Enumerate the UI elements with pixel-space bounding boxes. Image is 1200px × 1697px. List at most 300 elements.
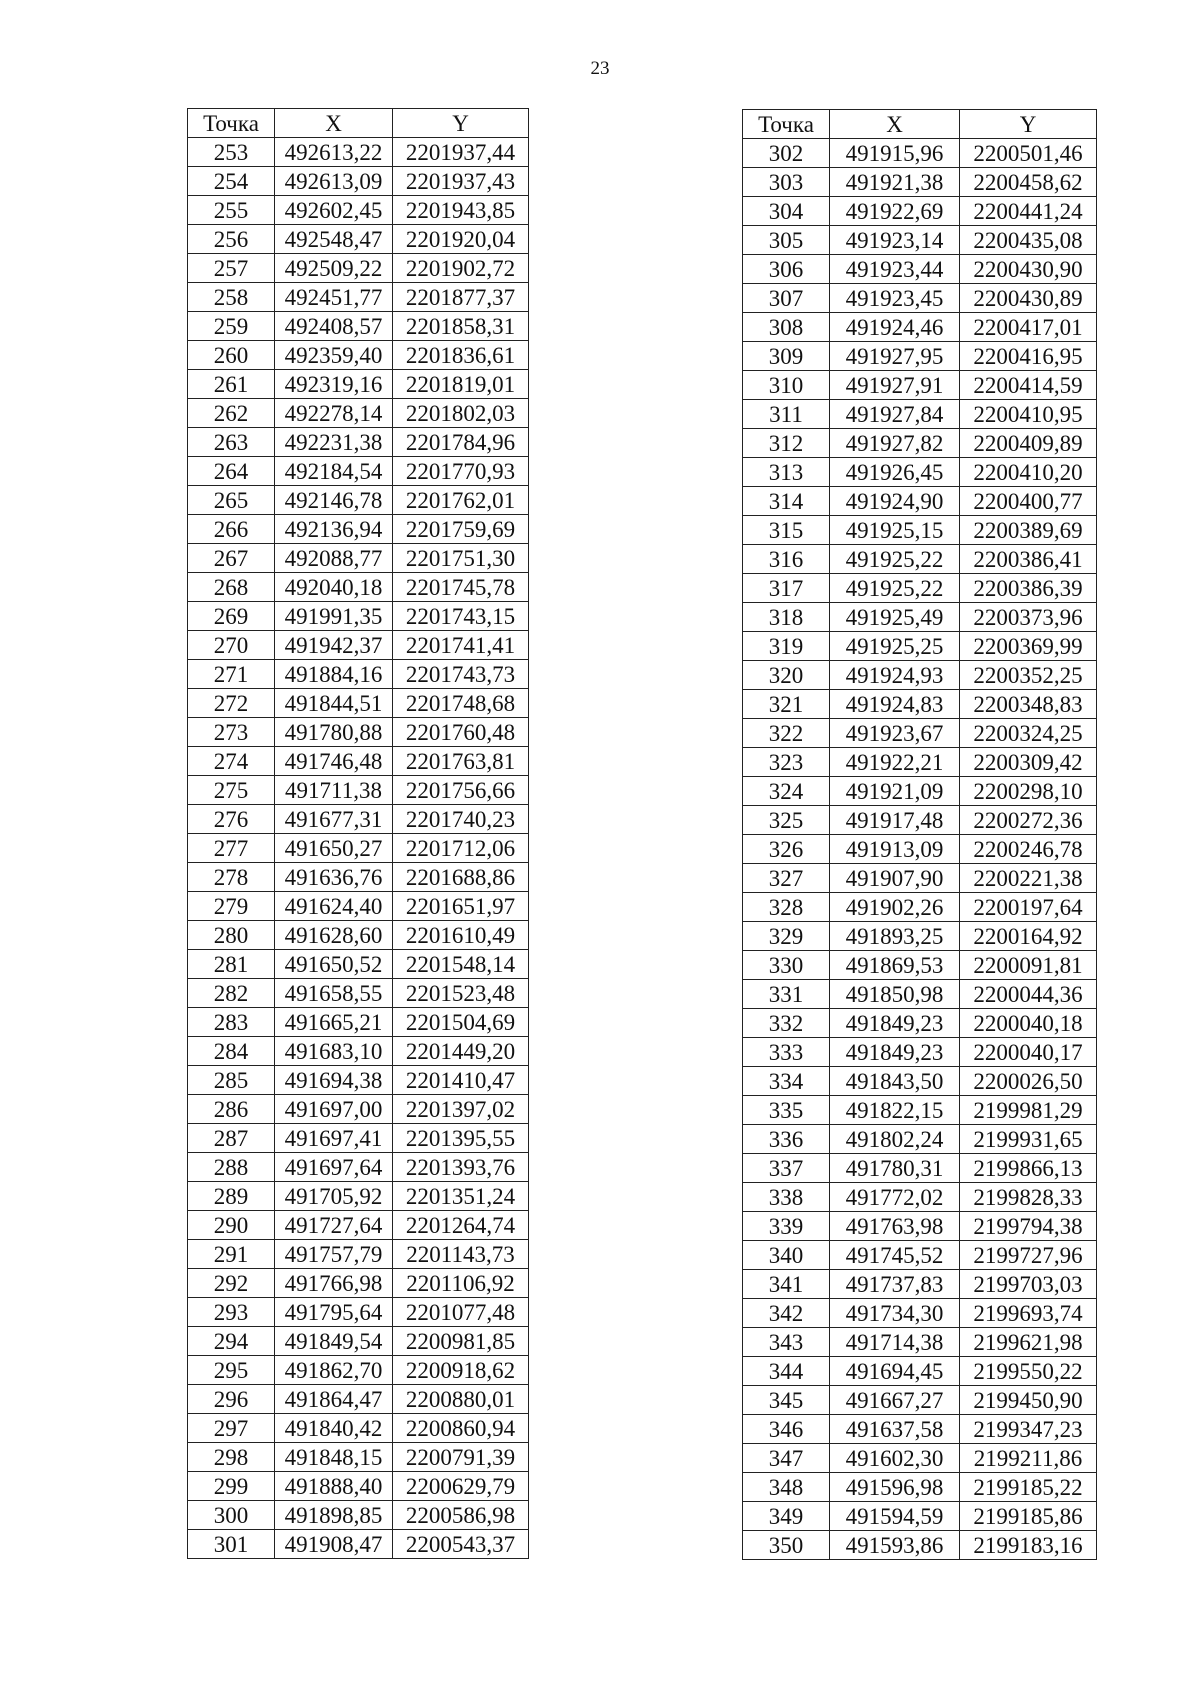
cell-point: 293 bbox=[188, 1298, 275, 1327]
table-row bbox=[188, 1327, 529, 1356]
cell-y: 2200309,42 bbox=[960, 748, 1097, 777]
table-row bbox=[188, 283, 529, 312]
cell-point: 328 bbox=[743, 893, 830, 922]
header-point: Точка bbox=[188, 109, 275, 138]
cell-point: 341 bbox=[743, 1270, 830, 1299]
cell-x: 491923,67 bbox=[830, 719, 960, 748]
cell-y: 2200373,96 bbox=[960, 603, 1097, 632]
cell-point: 313 bbox=[743, 458, 830, 487]
cell-x: 492040,18 bbox=[275, 573, 393, 602]
cell-x: 491683,10 bbox=[275, 1037, 393, 1066]
cell-point: 262 bbox=[188, 399, 275, 428]
cell-x: 491921,38 bbox=[830, 168, 960, 197]
table-row bbox=[743, 226, 1097, 255]
cell-point: 303 bbox=[743, 168, 830, 197]
cell-y: 2200298,10 bbox=[960, 777, 1097, 806]
cell-y: 2200272,36 bbox=[960, 806, 1097, 835]
table-row bbox=[743, 980, 1097, 1009]
cell-y: 2199703,03 bbox=[960, 1270, 1097, 1299]
cell-y: 2201395,55 bbox=[393, 1124, 529, 1153]
cell-point: 314 bbox=[743, 487, 830, 516]
table-row bbox=[743, 1531, 1097, 1560]
cell-y: 2201937,44 bbox=[393, 138, 529, 167]
cell-y: 2200026,50 bbox=[960, 1067, 1097, 1096]
cell-y: 2200040,18 bbox=[960, 1009, 1097, 1038]
table-row bbox=[743, 1183, 1097, 1212]
table-row bbox=[188, 1095, 529, 1124]
cell-x: 491915,96 bbox=[830, 139, 960, 168]
table-row bbox=[188, 1124, 529, 1153]
cell-point: 263 bbox=[188, 428, 275, 457]
table-row bbox=[188, 1530, 529, 1559]
table-row bbox=[743, 1270, 1097, 1299]
cell-x: 491925,22 bbox=[830, 545, 960, 574]
cell-point: 332 bbox=[743, 1009, 830, 1038]
cell-y: 2201756,66 bbox=[393, 776, 529, 805]
cell-x: 491745,52 bbox=[830, 1241, 960, 1270]
cell-x: 491991,35 bbox=[275, 602, 393, 631]
cell-x: 491746,48 bbox=[275, 747, 393, 776]
cell-x: 491705,92 bbox=[275, 1182, 393, 1211]
table-row bbox=[188, 1211, 529, 1240]
table-row bbox=[743, 342, 1097, 371]
table-row bbox=[188, 457, 529, 486]
cell-y: 2199347,23 bbox=[960, 1415, 1097, 1444]
cell-y: 2201610,49 bbox=[393, 921, 529, 950]
cell-y: 2201759,69 bbox=[393, 515, 529, 544]
cell-y: 2200164,92 bbox=[960, 922, 1097, 951]
cell-x: 491893,25 bbox=[830, 922, 960, 951]
cell-point: 315 bbox=[743, 516, 830, 545]
table-row bbox=[743, 1328, 1097, 1357]
cell-point: 297 bbox=[188, 1414, 275, 1443]
cell-y: 2201741,41 bbox=[393, 631, 529, 660]
table-row bbox=[188, 950, 529, 979]
cell-x: 491927,95 bbox=[830, 342, 960, 371]
table-row bbox=[188, 1182, 529, 1211]
cell-x: 491677,31 bbox=[275, 805, 393, 834]
table-row bbox=[188, 225, 529, 254]
page-number: 23 bbox=[590, 58, 610, 79]
cell-x: 491924,83 bbox=[830, 690, 960, 719]
cell-point: 274 bbox=[188, 747, 275, 776]
cell-y: 2201770,93 bbox=[393, 457, 529, 486]
cell-point: 300 bbox=[188, 1501, 275, 1530]
cell-x: 491766,98 bbox=[275, 1269, 393, 1298]
cell-x: 491927,82 bbox=[830, 429, 960, 458]
cell-point: 283 bbox=[188, 1008, 275, 1037]
cell-x: 491843,50 bbox=[830, 1067, 960, 1096]
cell-point: 281 bbox=[188, 950, 275, 979]
cell-point: 292 bbox=[188, 1269, 275, 1298]
table-row bbox=[188, 1037, 529, 1066]
cell-x: 491864,47 bbox=[275, 1385, 393, 1414]
coordinates-table-right bbox=[742, 109, 1097, 1560]
cell-y: 2201819,01 bbox=[393, 370, 529, 399]
cell-point: 335 bbox=[743, 1096, 830, 1125]
cell-x: 491850,98 bbox=[830, 980, 960, 1009]
cell-y: 2200221,38 bbox=[960, 864, 1097, 893]
cell-y: 2201077,48 bbox=[393, 1298, 529, 1327]
table-row bbox=[188, 544, 529, 573]
table-row bbox=[188, 1269, 529, 1298]
cell-point: 322 bbox=[743, 719, 830, 748]
cell-point: 330 bbox=[743, 951, 830, 980]
cell-y: 2201410,47 bbox=[393, 1066, 529, 1095]
cell-point: 279 bbox=[188, 892, 275, 921]
table-row bbox=[188, 1472, 529, 1501]
cell-x: 491711,38 bbox=[275, 776, 393, 805]
cell-x: 491667,27 bbox=[830, 1386, 960, 1415]
cell-y: 2200880,01 bbox=[393, 1385, 529, 1414]
cell-x: 491927,91 bbox=[830, 371, 960, 400]
cell-y: 2199693,74 bbox=[960, 1299, 1097, 1328]
table-row bbox=[188, 892, 529, 921]
cell-point: 286 bbox=[188, 1095, 275, 1124]
cell-point: 278 bbox=[188, 863, 275, 892]
table-row bbox=[743, 284, 1097, 313]
cell-x: 491923,45 bbox=[830, 284, 960, 313]
table-row bbox=[743, 922, 1097, 951]
cell-y: 2200441,24 bbox=[960, 197, 1097, 226]
cell-x: 491923,14 bbox=[830, 226, 960, 255]
table-row bbox=[743, 1212, 1097, 1241]
table-row bbox=[743, 1067, 1097, 1096]
cell-point: 329 bbox=[743, 922, 830, 951]
cell-x: 492613,22 bbox=[275, 138, 393, 167]
cell-point: 334 bbox=[743, 1067, 830, 1096]
cell-y: 2201836,61 bbox=[393, 341, 529, 370]
cell-point: 346 bbox=[743, 1415, 830, 1444]
cell-y: 2200410,20 bbox=[960, 458, 1097, 487]
cell-y: 2199981,29 bbox=[960, 1096, 1097, 1125]
cell-y: 2200629,79 bbox=[393, 1472, 529, 1501]
cell-x: 491780,88 bbox=[275, 718, 393, 747]
cell-x: 491924,93 bbox=[830, 661, 960, 690]
cell-point: 308 bbox=[743, 313, 830, 342]
cell-point: 253 bbox=[188, 138, 275, 167]
cell-x: 491636,76 bbox=[275, 863, 393, 892]
cell-point: 296 bbox=[188, 1385, 275, 1414]
table-row bbox=[743, 371, 1097, 400]
cell-x: 491694,45 bbox=[830, 1357, 960, 1386]
cell-y: 2200435,08 bbox=[960, 226, 1097, 255]
cell-point: 268 bbox=[188, 573, 275, 602]
cell-y: 2200430,89 bbox=[960, 284, 1097, 313]
table-row bbox=[188, 254, 529, 283]
cell-x: 491844,51 bbox=[275, 689, 393, 718]
table-row bbox=[188, 573, 529, 602]
cell-point: 305 bbox=[743, 226, 830, 255]
table-row bbox=[743, 1154, 1097, 1183]
table-row bbox=[743, 603, 1097, 632]
cell-point: 280 bbox=[188, 921, 275, 950]
table-row bbox=[188, 1414, 529, 1443]
cell-y: 2200430,90 bbox=[960, 255, 1097, 284]
table-row bbox=[188, 979, 529, 1008]
cell-x: 491727,64 bbox=[275, 1211, 393, 1240]
table-row bbox=[743, 1415, 1097, 1444]
cell-x: 491714,38 bbox=[830, 1328, 960, 1357]
cell-x: 492136,94 bbox=[275, 515, 393, 544]
cell-x: 492184,54 bbox=[275, 457, 393, 486]
cell-x: 491884,16 bbox=[275, 660, 393, 689]
table-row bbox=[743, 777, 1097, 806]
cell-y: 2200586,98 bbox=[393, 1501, 529, 1530]
cell-x: 491822,15 bbox=[830, 1096, 960, 1125]
cell-y: 2201740,23 bbox=[393, 805, 529, 834]
cell-x: 491840,42 bbox=[275, 1414, 393, 1443]
cell-point: 312 bbox=[743, 429, 830, 458]
cell-y: 2201393,76 bbox=[393, 1153, 529, 1182]
cell-x: 492278,14 bbox=[275, 399, 393, 428]
cell-y: 2201745,78 bbox=[393, 573, 529, 602]
cell-x: 491795,64 bbox=[275, 1298, 393, 1327]
cell-point: 267 bbox=[188, 544, 275, 573]
cell-point: 288 bbox=[188, 1153, 275, 1182]
cell-point: 302 bbox=[743, 139, 830, 168]
table-row bbox=[743, 1357, 1097, 1386]
cell-point: 345 bbox=[743, 1386, 830, 1415]
cell-x: 491921,09 bbox=[830, 777, 960, 806]
cell-y: 2201449,20 bbox=[393, 1037, 529, 1066]
table-row bbox=[743, 255, 1097, 284]
table-row bbox=[743, 1386, 1097, 1415]
cell-y: 2201748,68 bbox=[393, 689, 529, 718]
cell-x: 491925,22 bbox=[830, 574, 960, 603]
table-row bbox=[743, 690, 1097, 719]
cell-x: 492088,77 bbox=[275, 544, 393, 573]
cell-y: 2201943,85 bbox=[393, 196, 529, 225]
table-header-row bbox=[188, 109, 529, 138]
cell-x: 492548,47 bbox=[275, 225, 393, 254]
cell-point: 301 bbox=[188, 1530, 275, 1559]
table-row bbox=[188, 602, 529, 631]
cell-point: 255 bbox=[188, 196, 275, 225]
table-row bbox=[188, 167, 529, 196]
cell-y: 2200414,59 bbox=[960, 371, 1097, 400]
cell-x: 492146,78 bbox=[275, 486, 393, 515]
cell-x: 491593,86 bbox=[830, 1531, 960, 1560]
cell-y: 2199185,22 bbox=[960, 1473, 1097, 1502]
cell-point: 272 bbox=[188, 689, 275, 718]
cell-x: 491697,00 bbox=[275, 1095, 393, 1124]
cell-y: 2199550,22 bbox=[960, 1357, 1097, 1386]
cell-point: 270 bbox=[188, 631, 275, 660]
table-row bbox=[743, 1444, 1097, 1473]
table-row bbox=[743, 719, 1097, 748]
table-row bbox=[743, 748, 1097, 777]
table-row bbox=[743, 1502, 1097, 1531]
cell-y: 2201937,43 bbox=[393, 167, 529, 196]
cell-y: 2201351,24 bbox=[393, 1182, 529, 1211]
table-header-row bbox=[743, 110, 1097, 139]
cell-y: 2201902,72 bbox=[393, 254, 529, 283]
table-row bbox=[188, 428, 529, 457]
cell-y: 2200981,85 bbox=[393, 1327, 529, 1356]
coordinates-table-left bbox=[187, 108, 529, 1559]
cell-y: 2200417,01 bbox=[960, 313, 1097, 342]
table-row bbox=[188, 486, 529, 515]
table-row bbox=[743, 1009, 1097, 1038]
cell-y: 2201802,03 bbox=[393, 399, 529, 428]
cell-point: 350 bbox=[743, 1531, 830, 1560]
cell-x: 491594,59 bbox=[830, 1502, 960, 1531]
table-row bbox=[188, 1298, 529, 1327]
cell-y: 2201264,74 bbox=[393, 1211, 529, 1240]
table-row bbox=[743, 806, 1097, 835]
cell-x: 491924,90 bbox=[830, 487, 960, 516]
cell-point: 257 bbox=[188, 254, 275, 283]
cell-y: 2199211,86 bbox=[960, 1444, 1097, 1473]
cell-y: 2200409,89 bbox=[960, 429, 1097, 458]
cell-x: 491925,49 bbox=[830, 603, 960, 632]
cell-point: 343 bbox=[743, 1328, 830, 1357]
cell-y: 2200410,95 bbox=[960, 400, 1097, 429]
cell-y: 2201397,02 bbox=[393, 1095, 529, 1124]
cell-point: 331 bbox=[743, 980, 830, 1009]
cell-point: 321 bbox=[743, 690, 830, 719]
table-row bbox=[188, 1356, 529, 1385]
cell-point: 349 bbox=[743, 1502, 830, 1531]
table-row bbox=[188, 747, 529, 776]
cell-point: 256 bbox=[188, 225, 275, 254]
table-row bbox=[188, 631, 529, 660]
cell-x: 491924,46 bbox=[830, 313, 960, 342]
cell-y: 2200860,94 bbox=[393, 1414, 529, 1443]
cell-x: 492231,38 bbox=[275, 428, 393, 457]
cell-point: 291 bbox=[188, 1240, 275, 1269]
table-row bbox=[188, 863, 529, 892]
cell-point: 337 bbox=[743, 1154, 830, 1183]
cell-point: 311 bbox=[743, 400, 830, 429]
table-row bbox=[188, 805, 529, 834]
cell-point: 336 bbox=[743, 1125, 830, 1154]
table-row bbox=[188, 515, 529, 544]
table-row bbox=[188, 196, 529, 225]
cell-point: 340 bbox=[743, 1241, 830, 1270]
table-row bbox=[743, 1241, 1097, 1270]
cell-x: 492359,40 bbox=[275, 341, 393, 370]
cell-x: 491780,31 bbox=[830, 1154, 960, 1183]
cell-x: 491772,02 bbox=[830, 1183, 960, 1212]
cell-point: 317 bbox=[743, 574, 830, 603]
cell-y: 2201504,69 bbox=[393, 1008, 529, 1037]
cell-point: 325 bbox=[743, 806, 830, 835]
cell-point: 324 bbox=[743, 777, 830, 806]
cell-point: 342 bbox=[743, 1299, 830, 1328]
cell-x: 491898,85 bbox=[275, 1501, 393, 1530]
cell-point: 269 bbox=[188, 602, 275, 631]
header-point: Точка bbox=[743, 110, 830, 139]
cell-x: 491596,98 bbox=[830, 1473, 960, 1502]
cell-x: 491658,55 bbox=[275, 979, 393, 1008]
cell-x: 491913,09 bbox=[830, 835, 960, 864]
cell-point: 260 bbox=[188, 341, 275, 370]
cell-point: 294 bbox=[188, 1327, 275, 1356]
cell-y: 2200389,69 bbox=[960, 516, 1097, 545]
cell-x: 492613,09 bbox=[275, 167, 393, 196]
cell-y: 2200543,37 bbox=[393, 1530, 529, 1559]
table-row bbox=[743, 574, 1097, 603]
cell-x: 491869,53 bbox=[830, 951, 960, 980]
table-row bbox=[743, 835, 1097, 864]
table-row bbox=[743, 632, 1097, 661]
cell-x: 491925,15 bbox=[830, 516, 960, 545]
header-y: Y bbox=[393, 109, 529, 138]
cell-x: 492602,45 bbox=[275, 196, 393, 225]
cell-point: 287 bbox=[188, 1124, 275, 1153]
cell-y: 2200386,41 bbox=[960, 545, 1097, 574]
table-row bbox=[188, 718, 529, 747]
cell-y: 2200458,62 bbox=[960, 168, 1097, 197]
cell-y: 2200324,25 bbox=[960, 719, 1097, 748]
cell-y: 2200369,99 bbox=[960, 632, 1097, 661]
table-row bbox=[743, 951, 1097, 980]
table-row bbox=[743, 516, 1097, 545]
cell-point: 276 bbox=[188, 805, 275, 834]
cell-y: 2201106,92 bbox=[393, 1269, 529, 1298]
cell-point: 254 bbox=[188, 167, 275, 196]
cell-x: 491922,69 bbox=[830, 197, 960, 226]
table-row bbox=[188, 370, 529, 399]
table-row bbox=[188, 689, 529, 718]
cell-x: 491697,41 bbox=[275, 1124, 393, 1153]
cell-point: 295 bbox=[188, 1356, 275, 1385]
cell-y: 2201920,04 bbox=[393, 225, 529, 254]
cell-point: 304 bbox=[743, 197, 830, 226]
cell-x: 491917,48 bbox=[830, 806, 960, 835]
cell-y: 2201523,48 bbox=[393, 979, 529, 1008]
table-row bbox=[743, 1473, 1097, 1502]
cell-point: 275 bbox=[188, 776, 275, 805]
table-row bbox=[188, 341, 529, 370]
cell-y: 2201743,15 bbox=[393, 602, 529, 631]
cell-x: 491849,54 bbox=[275, 1327, 393, 1356]
cell-y: 2201760,48 bbox=[393, 718, 529, 747]
header-x: X bbox=[275, 109, 393, 138]
cell-point: 338 bbox=[743, 1183, 830, 1212]
table-row bbox=[743, 487, 1097, 516]
cell-point: 327 bbox=[743, 864, 830, 893]
cell-point: 271 bbox=[188, 660, 275, 689]
cell-point: 273 bbox=[188, 718, 275, 747]
cell-y: 2201751,30 bbox=[393, 544, 529, 573]
cell-point: 299 bbox=[188, 1472, 275, 1501]
cell-point: 347 bbox=[743, 1444, 830, 1473]
cell-x: 491694,38 bbox=[275, 1066, 393, 1095]
cell-point: 307 bbox=[743, 284, 830, 313]
cell-x: 491650,52 bbox=[275, 950, 393, 979]
table-row bbox=[188, 1153, 529, 1182]
cell-x: 491927,84 bbox=[830, 400, 960, 429]
table-row bbox=[188, 399, 529, 428]
cell-y: 2200091,81 bbox=[960, 951, 1097, 980]
cell-x: 491888,40 bbox=[275, 1472, 393, 1501]
cell-y: 2201143,73 bbox=[393, 1240, 529, 1269]
cell-y: 2199828,33 bbox=[960, 1183, 1097, 1212]
table-row bbox=[188, 1066, 529, 1095]
cell-y: 2200918,62 bbox=[393, 1356, 529, 1385]
cell-y: 2199727,96 bbox=[960, 1241, 1097, 1270]
cell-y: 2200348,83 bbox=[960, 690, 1097, 719]
table-row bbox=[743, 429, 1097, 458]
cell-y: 2199866,13 bbox=[960, 1154, 1097, 1183]
cell-point: 298 bbox=[188, 1443, 275, 1472]
cell-point: 258 bbox=[188, 283, 275, 312]
cell-x: 491902,26 bbox=[830, 893, 960, 922]
cell-point: 289 bbox=[188, 1182, 275, 1211]
